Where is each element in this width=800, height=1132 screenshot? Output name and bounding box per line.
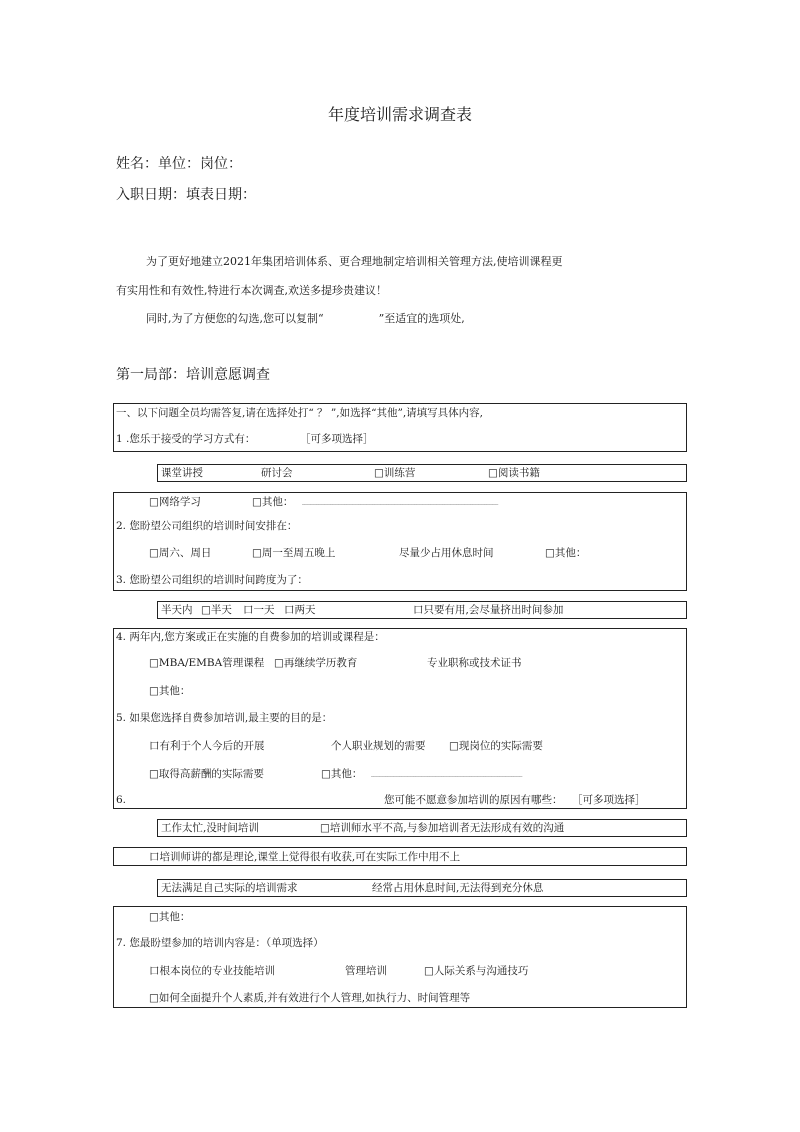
q3-options-box [157, 601, 687, 619]
option-too-busy[interactable]: 工作太忙,没时间培训 [161, 822, 259, 834]
q6-options-box-2 [113, 847, 687, 866]
option-personal-quality[interactable]: □如何全面提升个人素质,并有效进行个人管理,如执行力、时间管理等 [149, 992, 471, 1004]
option-lecture[interactable]: 课堂讲授 [161, 467, 203, 479]
option-one-day[interactable]: 口一天 [243, 604, 275, 616]
option-career-planning[interactable]: 个人职业规划的需要 [331, 740, 426, 752]
intro-paragraph-1b: 有实用性和有效性,特进行本次调查,欢送多提珍贵建议！ [116, 284, 387, 297]
info-name-unit-post: 姓名：单位：岗位： [116, 156, 242, 172]
option-two-days[interactable]: 口两天 [284, 604, 316, 616]
question-box-3 [113, 492, 687, 591]
option-other-label[interactable]: □其他： [252, 496, 294, 508]
option-other-label[interactable]: □其他： [321, 768, 363, 780]
info-dates: 入职日期：填表日期： [116, 187, 256, 203]
intro-paragraph-2: 同时,为了方便您的勾选,您可以复制“ ”至适宜的选项处, [146, 312, 465, 325]
option-needs-not-met[interactable]: 无法满足自己实际的培训需求 [161, 882, 298, 894]
q1-text: 1 .您乐于接受的学习方式有： [116, 433, 256, 445]
option-reading[interactable]: □阅读书籍 [488, 467, 540, 479]
question-box-1 [113, 403, 687, 452]
q2-text: 2. 您盼望公司组织的培训时间安排在： [116, 520, 298, 532]
option-other[interactable]: □其他： [545, 547, 587, 559]
q4-text: 4. 两年内,您方案或正在实施的自费参加的培训或课程是： [116, 631, 385, 643]
option-mba[interactable]: □MBA/EMBA管理课程 [149, 657, 265, 669]
q3-text: 3. 您盼望公司组织的培训时间跨度为了： [116, 574, 308, 586]
q5-text: 5. 如果您选择自费参加培训,最主要的目的是： [116, 712, 333, 724]
option-half-day[interactable]: □半天 [201, 604, 232, 616]
option-weekend[interactable]: □周六、周日 [149, 547, 212, 559]
q6-options-box-1 [157, 819, 687, 837]
option-interpersonal-skills[interactable]: □人际关系与沟通技巧 [424, 965, 529, 977]
option-professional-skills[interactable]: 口根本岗位的专业技能培训 [149, 965, 275, 977]
q6-text: 您可能不愿意参加培训的原因有哪些： [384, 794, 563, 806]
option-if-useful[interactable]: 口只要有用,会尽量挤出时间参加 [413, 604, 564, 616]
q6-options-box-3 [157, 879, 687, 897]
option-occupies-rest-time[interactable]: 经常占用休息时间,无法得到充分休息 [372, 882, 544, 894]
option-current-job-needs[interactable]: □现岗位的实际需要 [449, 740, 543, 752]
intro-paragraph-1a: 为了更好地建立2021年集团培训体系、更合理地制定培训相关管理方法,使培训课程更 [146, 255, 563, 268]
instructions-text: 一、以下问题全员均需答复,请在选择处打“ ？ ”,如选择“其他”,请填写具体内容, [116, 407, 483, 419]
fill-line[interactable]: ______________________________________________________ [371, 770, 523, 777]
option-seminar[interactable]: 研讨会 [261, 467, 293, 479]
option-only-theory[interactable]: 口培训师讲的都是理论,课堂上觉得很有收获,可在实际工作中用不上 [149, 851, 461, 863]
option-trainer-quality[interactable]: □培训师水平不高,与参加培训者无法形成有效的沟通 [320, 822, 565, 834]
option-continued-education[interactable]: □再继续学历教育 [274, 657, 358, 669]
option-higher-salary[interactable]: □取得高薪酬的实际需要 [149, 768, 264, 780]
option-other[interactable]: □其他： [149, 911, 191, 923]
option-personal-development[interactable]: 口有利于个人今后的开展 [149, 740, 265, 752]
q6-number: 6. [116, 794, 127, 806]
option-professional-certificate[interactable]: 专业职称或技术证书 [427, 657, 522, 669]
option-online-learning[interactable]: □网络学习 [149, 496, 201, 508]
q7-text: 7. 您最盼望参加的培训内容是：（单项选择） [116, 937, 324, 949]
option-management-training[interactable]: 管理培训 [345, 965, 387, 977]
fill-line[interactable]: ______________________________________________________________________ [302, 498, 499, 505]
page-title: 年度培训需求调查表 [327, 105, 472, 124]
option-other[interactable]: □其他： [149, 685, 191, 697]
option-less-rest-time[interactable]: 尽量少占用休息时间 [399, 547, 494, 559]
question-box-9 [113, 906, 687, 1008]
question-box-5 [113, 628, 687, 809]
q1-note: ［可多项选择］ [300, 433, 374, 445]
option-weekday-evening[interactable]: □周一至周五晚上 [252, 547, 336, 559]
option-training-camp[interactable]: □训练营 [374, 467, 416, 479]
option-within-half-day[interactable]: 半天内 [161, 604, 193, 616]
q6-note: ［可多项选择］ [572, 794, 646, 806]
section-title: 第一局部：培训意愿调查 [116, 367, 270, 383]
q1-options-box-1 [157, 464, 687, 482]
